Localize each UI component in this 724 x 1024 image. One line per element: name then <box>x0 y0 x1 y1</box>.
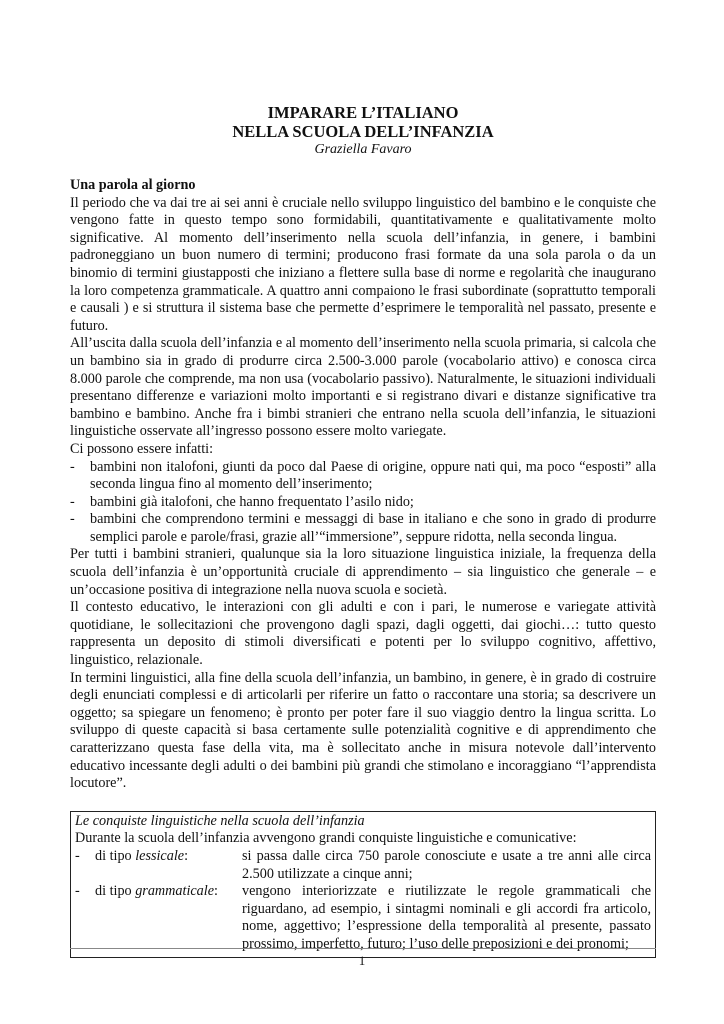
section-heading: Una parola al giorno <box>70 177 196 193</box>
document-page <box>70 103 656 958</box>
list-dash: - <box>70 458 75 475</box>
box-row-dash: - <box>75 883 80 900</box>
info-box <box>70 811 656 958</box>
box-title: Le conquiste linguistiche nella scuola dell’infanzia <box>75 812 365 829</box>
list-item <box>70 459 656 494</box>
list-item <box>70 511 656 546</box>
box-row-type-term: lessicale <box>135 847 185 864</box>
box-row-type-suffix: : <box>184 847 189 864</box>
box-intro: Durante la scuola dell’infanzia avvengono grandi conquiste linguistiche e comunicative: <box>75 830 577 847</box>
box-row-type <box>95 848 242 883</box>
page-number: 1 <box>358 953 366 968</box>
box-row-type-prefix: di tipo <box>95 847 136 864</box>
box-row-type-term: grammaticale <box>135 883 215 900</box>
paragraph: All’uscita dalla scuola dell’infanzia e al momento dell’inserimento nella scuola primaria, si calcola che un bambino sia in grado di produrre circa 2.500-3.000 parole (vocabolario attivo) e conosca circa 8.000 parole che comprende, ma non usa (vocabolario passivo). Naturalmente, le situazioni individuali presentano differenze e variazioni molto importanti e si registrano divari e distanze significative tra bambino e bambino. Anche fra i bimbi stranieri che entrano nella scuola dell’infanzia, le situazioni linguistiche osservate all’ingresso possono essere molto variegate. <box>70 335 656 440</box>
list-item <box>70 494 656 512</box>
paragraph: In termini linguistici, alla fine della scuola dell’infanzia, un bambino, in genere, è in grado di costruire degli enunciati complessi e di articolarli per riferire un fatto o raccontare una storia; sa descrivere un oggetto; sa spiegare un fenomeno; è pronto per poter fare il suo viaggio dentro la lingua scritta. Lo sviluppo di queste capacità si basa certamente sulle potenzialità cognitive e di apprendimento che caratterizzano questa fase della vita, ma è sollecitato anche in misura notevole dall’intervento educativo incessante degli adulti o dei bambini più grandi che stimolano e incoraggiano “l’apprendista locutore”. <box>70 669 656 792</box>
list-item-text: bambini non italofoni, giunti da poco dal Paese di origine, oppure nati qui, ma poco “esposti” alla seconda lingua fino al momento dell’inserimento; <box>90 458 656 493</box>
list-item-text: bambini che comprendono termini e messaggi di base in italiano e che sono in grado di produrre semplici parole e parole/frasi, grazie all’“immersione”, seppure ridotta, nella seconda lingua. <box>90 511 656 545</box>
body-text <box>70 195 656 958</box>
box-row-type-prefix: di tipo <box>95 883 136 900</box>
box-row-dash: - <box>75 847 80 864</box>
box-row <box>75 883 651 953</box>
list-dash: - <box>70 511 75 528</box>
box-row-desc: vengono interiorizzate e riutilizzate le regole grammaticali che riguardano, ad esempio, i sintagmi nominali e gli accordi fra articolo, nome, aggettivo; l’espressione della temporalità al presente, passato prossimo, imperfetto, futuro; l’uso delle preposizioni e dei pronomi; <box>242 883 651 952</box>
bullet-list <box>70 459 656 547</box>
box-row-type-suffix: : <box>214 883 218 900</box>
list-dash: - <box>70 493 75 510</box>
list-intro: Ci possono essere infatti: <box>70 440 214 457</box>
title-line-1: IMPARARE L’ITALIANO <box>267 103 459 122</box>
list-item-text: bambini già italofoni, che hanno frequentato l’asilo nido; <box>90 493 414 510</box>
footer-rule <box>70 948 656 949</box>
box-row-type <box>95 883 242 953</box>
document-title <box>70 103 656 141</box>
paragraph: Il periodo che va dai tre ai sei anni è cruciale nello sviluppo linguistico del bambino e le conquiste che vengono fatte in questo tempo sono formidabili, quantitativamente e qualitativamente molto significative. Al momento dell’inserimento nella scuola dell’infanzia, in genere, i bambini padroneggiano un buon numero di termini; producono frasi formate da una sola parola o da un binomio di termini giustapposti che iniziano a flettere sulla base di norme e regolarità che inaugurano la loro competenza grammaticale. A quattro anni compaiono le frasi subordinate (soprattutto temporali e causali ) e si struttura il sistema base che permette d’esprimere le temporalità nel passato, presente e futuro. <box>70 194 656 334</box>
paragraph: Il contesto educativo, le interazioni con gli adulti e con i pari, le numerose e variegate attività quotidiane, le sollecitazioni che provengono dagli spazi, dagli oggetti, dai giochi…: tutto questo rappresenta un deposito di stimoli diversificati e potenti per lo sviluppo cognitivo, affettivo, linguistico, relazionale. <box>70 599 656 669</box>
paragraph: Per tutti i bambini stranieri, qualunque sia la loro situazione linguistica iniziale, la frequenza della scuola dell’infanzia è un’opportunità cruciale di apprendimento – sia linguistico che generale – e un’occasione positiva di integrazione nella nuova scuola e società. <box>70 546 656 598</box>
author-name: Graziella Favaro <box>314 142 412 157</box>
box-row-desc: si passa dalle circa 750 parole conosciute e usate a tre anni alle circa 2.500 utilizzate a cinque anni; <box>242 847 651 882</box>
title-line-2: NELLA SCUOLA DELL’INFANZIA <box>232 122 494 141</box>
box-row <box>75 848 651 883</box>
